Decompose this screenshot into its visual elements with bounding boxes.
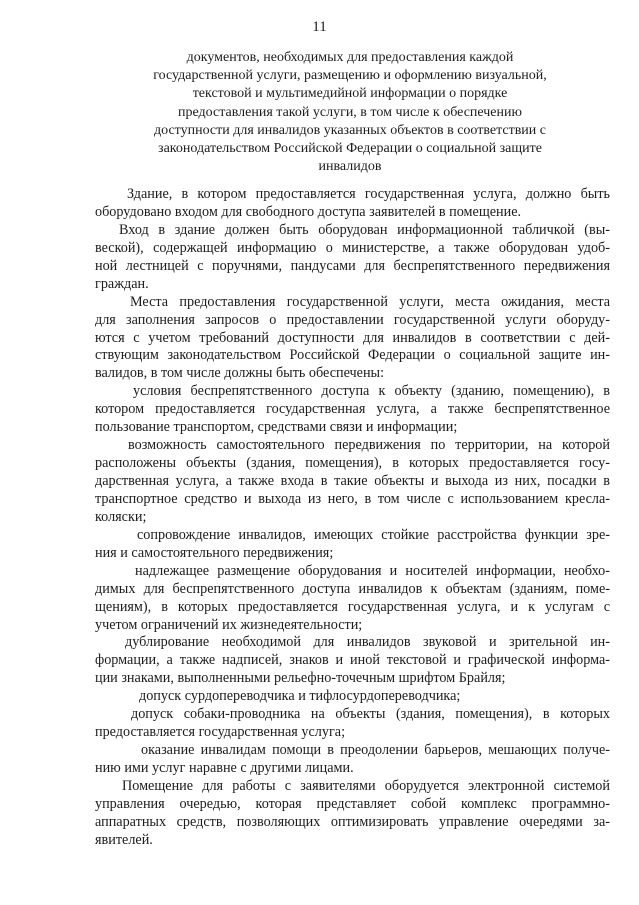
page-number: 11 (312, 19, 327, 35)
text-line: веской), содержащей информацию о министерстве, а также оборудован удоб- (95, 239, 610, 256)
text-line: димых для беспрепятственного доступа инвалидов к объектам (зданиям, поме- (95, 580, 610, 597)
text-line: оборудовано входом для свободного доступа заявителей в помещение. (95, 203, 522, 220)
text-line: аппаратных средств, позволяющих оптимизировать управление очередями за- (95, 813, 610, 830)
text-line: Вход в здание должен быть оборудован информационной табличкой (вы- (119, 221, 610, 238)
text-line: расположены объекты (здания, помещения), в которых предоставляется госу- (95, 455, 610, 472)
text-line: допуск собаки-проводника на объекты (здания, помещения), в которых (131, 706, 610, 723)
text-line: формации, а также надписей, знаков и иной текстовой и графической информа- (95, 652, 610, 669)
text-line: пользование транспортом, средствами связи и информации; (95, 419, 458, 436)
text-line: дублирование необходимой для инвалидов звуковой и зрительной ин- (125, 634, 610, 651)
text-line: для заполнения запросов о предоставлении государственной услуги оборуду- (95, 311, 610, 328)
text-line: сопровождение инвалидов, имеющих стойкие расстройства функции зре- (137, 526, 610, 543)
body-text (95, 186, 610, 850)
heading-line: предоставления такой услуги, в том числе к обеспечению (178, 104, 522, 120)
text-line: допуск сурдопереводчика и тифлосурдопереводчика; (139, 688, 461, 705)
text-line: коляски; (95, 508, 147, 525)
text-line: надлежащее размещение оборудования и носителей информации, необхо- (135, 562, 610, 579)
text-line: валидов, в том числе должны быть обеспечены: (95, 365, 385, 382)
text-line: учетом ограничений их жизнедеятельности; (95, 616, 363, 633)
section-heading (130, 49, 570, 176)
text-line: управления очередью, которая представляет собой комплекс программно- (95, 795, 610, 812)
heading-line: документов, необходимых для предоставления каждой (186, 50, 514, 65)
text-line: предоставляется государственная услуга; (95, 724, 346, 741)
text-line: транспортное средство и выхода из него, в том числе с использованием кресла- (95, 490, 610, 507)
text-line: оказание инвалидам помощи в преодолении барьеров, мешающих получе- (141, 742, 610, 759)
heading-line: текстовой и мультимедийной информации о порядке (192, 86, 508, 102)
heading-line: доступности для инвалидов указанных объектов в соответствии с (153, 122, 547, 138)
text-line: Места предоставления государственной услуги, места ожидания, места (130, 293, 610, 310)
text-line: котором предоставляется государственная услуга, а также беспрепятственное (95, 401, 610, 418)
text-line: ной лестницей с поручнями, пандусами для беспрепятственного передвижения (95, 257, 610, 274)
heading-line: законодательством Российской Федерации о социальной защите (158, 141, 542, 157)
text-line: щениям), в которых предоставляется государственная услуга, и к услугам с (95, 598, 610, 615)
text-line: условия беспрепятственного доступа к объекту (зданию, помещению), в (133, 383, 610, 400)
text-line: нию ими услуг наравне с другими лицами. (95, 760, 354, 776)
text-line: явителей. (95, 831, 153, 848)
text-line: Помещение для работы с заявителями оборудуется электронной системой (122, 777, 610, 794)
text-line: дарственная услуга, а также входа в такие объекты и выхода из них, посадки в (95, 473, 610, 489)
text-line: ются с учетом требований доступности для инвалидов в соответствии с дей- (95, 329, 610, 346)
text-line: ния и самостоятельного передвижения; (95, 544, 334, 561)
heading-line: государственной услуги, размещению и оформлению визуальной, (153, 68, 547, 84)
text-line: возможность самостоятельного передвижения по территории, на которой (128, 437, 610, 454)
text-line: граждан. (95, 275, 149, 292)
text-line: ствующим законодательством Российской Федерации о социальной защите ин- (95, 347, 610, 364)
text-line: Здание, в котором предоставляется государственная услуга, должно быть (127, 186, 610, 202)
text-line: ции знаками, выполненными рельефно-точечным шрифтом Брайля; (95, 670, 506, 687)
heading-line: инвалидов (318, 159, 382, 175)
